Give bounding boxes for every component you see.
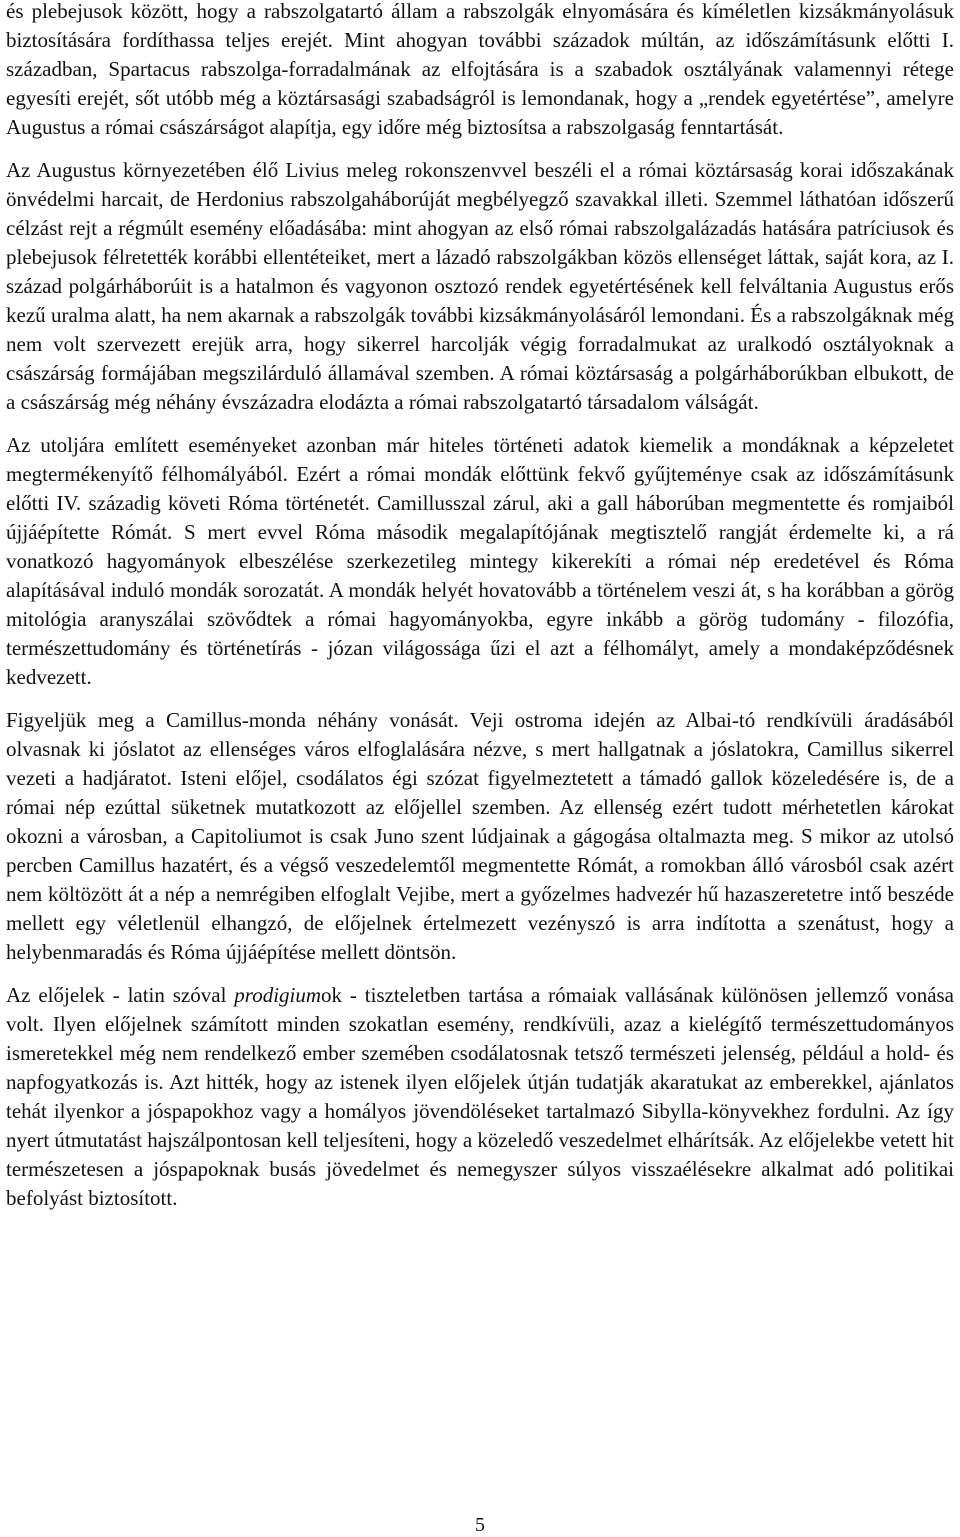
paragraph-5	[6, 981, 954, 1213]
page-number: 5	[475, 1514, 485, 1536]
paragraph-2: Az Augustus környezetében élő Livius meleg rokonszenvvel beszéli el a római köztársaság korai időszakának önvédelmi harcait, de Herdonius rabszolgaháborúját megbélyegző szavakkal illeti. Szemmel láthatóan időszerű célzást rejt a régmúlt esemény előadásába: mint ahogyan az első római rabszolgalázadás hatására patríciusok és plebejusok félretették korábbi ellentéteiket, mert a lázadó rabszolgákban közös ellenséget láttak, saját kora, az I. század polgárháborúit is a hatalmon és vagyonon osztozó rendek egyetértésének kell felváltania Augustus erős kezű uralma alatt, ha nem akarnak a rabszolgák további kizsákmányolásáról lemondani. És a rabszolgáknak még nem volt szervezett erejük arra, hogy sikerrel harcolják végig forradalmukat az uralkodó osztályoknak a császárság formájában megszilárduló államával szemben. A római köztársaság a polgárháborúkban elbukott, de a császárság még néhány évszázadra elodázta a római rabszolgatartó társadalom válságát.	[6, 158, 954, 414]
paragraph-5-rest: ok - tiszteletben tartása a rómaiak vallásának különösen jellemző vonása volt. Ilyen előjelnek számított minden szokatlan esemény, rendkívüli, azaz a kielégítő természettudományos ismeretekkel még nem rendelkező ember szemében csodálatosnak tetsző természeti jelenség, például a hold- és napfogyatkozás is. Azt hitték, hogy az istenek ilyen előjelek útján tudatják akaratukat az emberekkel, ajánlatos tehát ilyenkor a jóspapokhoz vagy a homályos jövendöléseket tartalmazó Sibylla-könyvekhez fordulni. Az így nyert útmutatást hajszálpontosan kell teljesíteni, hogy a közeledő veszedelmet elhárítsák. Az előjelekbe vetett hit természetesen a jóspapoknak busás jövedelmet és nemegyszer súlyos visszaélésekre alkalmat adó politikai befolyást biztosított.	[6, 983, 955, 1210]
body-text	[6, 0, 954, 1213]
paragraph-5-lead: Az előjelek - latin szóval	[6, 983, 235, 1007]
latin-term-prodigium: prodigium	[234, 983, 322, 1007]
paragraph-1: és plebejusok között, hogy a rabszolgatartó állam a rabszolgák elnyomására és kíméletlen kizsákmányolásuk biztosítására fordíthassa teljes erejét. Mint ahogyan további századok múltán, az időszámításunk előtti I. században, Spartacus rabszolga-forradalmának az elfojtására is a szabadok osztályának valamennyi rétege egyesíti erejét, sőt utóbb még a köztársasági szabadságról is lemondanak, hogy a „rendek egyetértése”, amelyre Augustus a római császárságot alapítja, egy időre még biztosítsa a rabszolgaság fenntartását.	[6, 0, 954, 139]
paragraph-4: Figyeljük meg a Camillus-monda néhány vonását. Veji ostroma idején az Albai-tó rendkívüli áradásából olvasnak ki jóslatot az ellenséges város elfoglalására nézve, s mert hallgatnak a jóslatokra, Camillus sikerrel vezeti a hadjáratot. Isteni előjel, csodálatos égi szózat figyelmeztetett a támadó gallok közeledésére is, de a római nép ezúttal süketnek mutatkozott az előjellel szemben. Az ellenség ezért tudott mérhetetlen károkat okozni a városban, a Capitoliumot is csak Juno szent lúdjainak a gágogása oltalmazta meg. S mikor az utolsó percben Camillus hazatért, és a végső veszedelemtől megmentette Rómát, a romokban álló városból csak azért nem költözött át a nép a nemrégiben elfoglalt Vejibe, mert a győzelmes hadvezér hű hazaszeretetre intő beszéde mellett egy véletlenül elhangzó, de előjelnek értelmezett vezényszó is arra indította a szenátust, hogy a helybenmaradás és Róma újjáépítése mellett döntsön.	[6, 708, 954, 964]
paragraph-3: Az utoljára említett eseményeket azonban már hiteles történeti adatok kiemelik a mondáknak a képzeletet megtermékenyítő félhomályából. Ezért a római mondák előttünk fekvő gyűjteménye csak az időszámításunk előtti IV. századig követi Róma történetét. Camillusszal zárul, aki a gall háborúban megmentette és romjaiból újjáépítette Rómát. S mert evvel Róma második megalapítójának megtisztelő rangját érdemelte ki, a rá vonatkozó hagyományok elbeszélése szerkezetileg mintegy kikerekíti a római nép eredetével és Róma alapításával induló mondák sorozatát. A mondák helyét hovatovább a történelem veszi át, s ha korábban a görög mitológia aranyszálai szövődtek a római hagyományokba, egyre inkább a görög tudomány - filozófia, természettudomány és történetírás - józan világossága űzi el azt a félhomályt, amely a mondaképződésnek kedvezett.	[6, 433, 954, 689]
